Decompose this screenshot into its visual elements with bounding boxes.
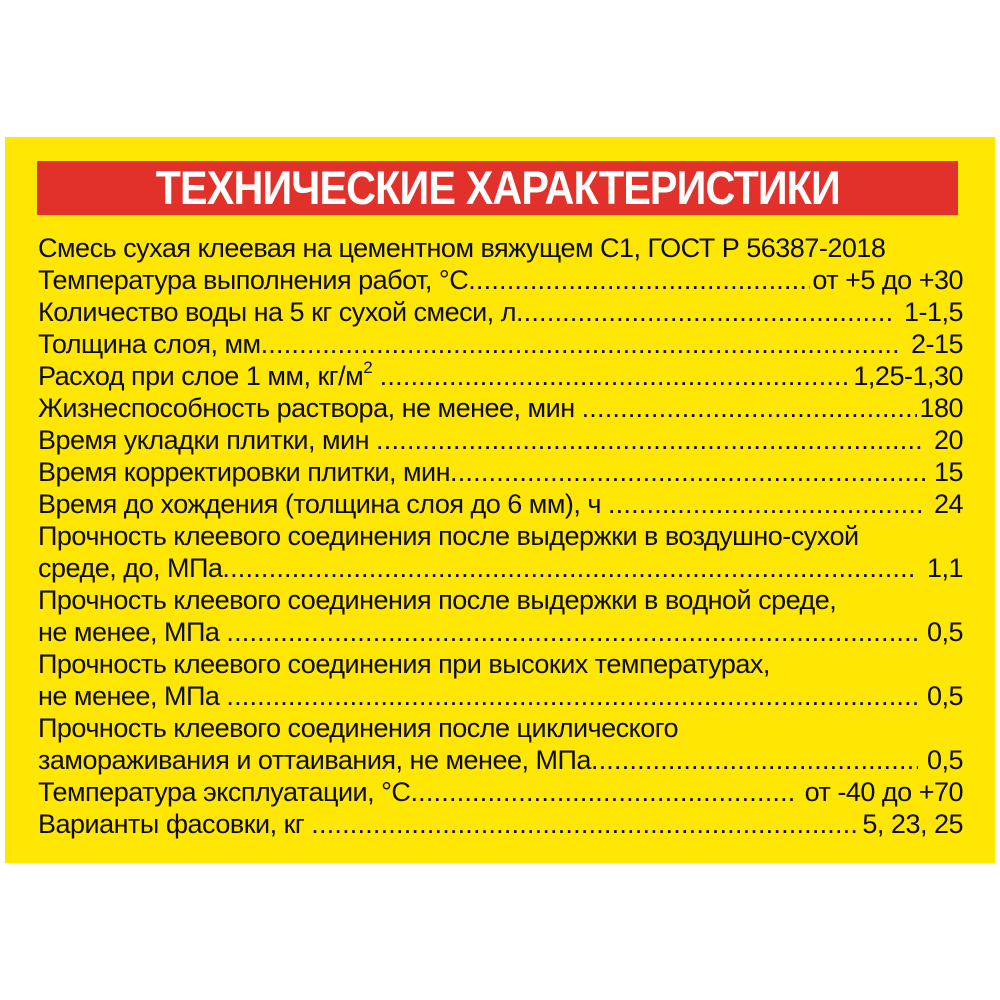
spec-row-pot-life — [38, 392, 963, 424]
spec-value: 0,5 — [919, 681, 963, 711]
spec-value: от +5 до +30 — [812, 265, 963, 295]
spec-label: Прочность клеевого соединения после выдержки в водной среде, — [38, 585, 837, 615]
spec-label: Прочность клеевого соединения при высоких температурах, — [38, 649, 770, 679]
spec-value: 5, 23, 25 — [862, 809, 963, 839]
spec-label: Прочность клеевого соединения после циклического — [38, 713, 679, 743]
dot-leader — [222, 552, 918, 584]
spec-row-layer-thickness — [38, 328, 963, 360]
spec-row-strength-freeze-line2 — [38, 744, 963, 776]
spec-value: 20 — [926, 425, 963, 455]
spec-row-strength-heat-line2 — [38, 680, 963, 712]
spec-row-strength-dry-line1 — [38, 520, 963, 552]
spec-row-strength-heat-line1 — [38, 648, 963, 680]
dot-leader — [261, 328, 902, 360]
spec-value: 1,1 — [919, 553, 963, 583]
spec-label: Температура эксплуатации, °С — [38, 777, 411, 807]
dot-leader — [410, 776, 795, 808]
header-banner — [37, 161, 958, 215]
spec-label: Жизнеспособность раствора, не менее, мин — [38, 393, 582, 423]
dot-leader — [608, 488, 925, 520]
spec-label: Смесь сухая клеевая на цементном вяжущем С1, ГОСТ Р 56387-2018 — [38, 233, 886, 263]
spec-value: 1,25-1,30 — [853, 361, 963, 391]
spec-label: Толщина слоя, мм — [38, 329, 261, 359]
spec-label: Расход при слое 1 мм, кг/м — [38, 361, 364, 391]
page-title: ТЕХНИЧЕСКИЕ ХАРАКТЕРИСТИКИ — [155, 160, 840, 214]
dot-leader — [226, 616, 918, 648]
spec-row-strength-water-line2 — [38, 616, 963, 648]
spec-value: от -40 до +70 — [797, 777, 963, 807]
spec-row-walkable-time — [38, 488, 963, 520]
superscript: 2 — [363, 360, 373, 377]
spec-value: 15 — [926, 457, 963, 487]
spec-row-water-amount — [38, 296, 963, 328]
spec-label: Время до хождения (толщина слоя до 6 мм), ч — [38, 489, 608, 519]
spec-row-tiling-time — [38, 424, 963, 456]
spec-label: не менее, МПа — [38, 681, 227, 711]
spec-row-strength-freeze-line1 — [38, 712, 963, 744]
dot-leader — [380, 360, 852, 392]
spec-label: Время корректировки плитки, мин — [38, 457, 451, 487]
spec-row-adjust-time — [38, 456, 963, 488]
spec-row-work-temperature — [38, 264, 963, 296]
spec-value: 24 — [926, 489, 963, 519]
spec-row-strength-water-line1 — [38, 584, 963, 616]
dot-leader — [582, 392, 918, 424]
dot-leader — [450, 456, 925, 488]
dot-leader — [468, 264, 810, 296]
spec-label: Варианты фасовки, кг — [38, 809, 312, 839]
spec-row-intro — [38, 232, 963, 264]
spec-value: 0,5 — [919, 745, 963, 775]
spec-card — [5, 137, 995, 863]
spec-label: Температура выполнения работ, °С — [38, 265, 469, 295]
spec-label: Время укладки плитки, мин — [38, 425, 377, 455]
spec-row-service-temperature — [38, 776, 963, 808]
dot-leader — [376, 424, 925, 456]
spec-value: 1-1,5 — [896, 297, 963, 327]
spec-list — [38, 232, 963, 840]
spec-label: среде, до, МПа — [38, 553, 223, 583]
spec-value: 0,5 — [919, 617, 963, 647]
spec-label: Количество воды на 5 кг сухой смеси, л — [38, 297, 516, 327]
spec-row-strength-dry-line2 — [38, 552, 963, 584]
spacer — [373, 360, 380, 392]
dot-leader — [591, 744, 918, 776]
dot-leader — [516, 296, 895, 328]
dot-leader — [311, 808, 860, 840]
spec-value: 2-15 — [903, 329, 963, 359]
spec-row-consumption — [38, 360, 963, 392]
spec-label: замораживания и оттаивания, не менее, МПа — [38, 745, 591, 775]
dot-leader — [226, 680, 918, 712]
spec-label: Прочность клеевого соединения после выдержки в воздушно-сухой — [38, 521, 859, 551]
spec-label: не менее, МПа — [38, 617, 227, 647]
spec-value: 180 — [919, 393, 963, 423]
spec-row-package-sizes — [38, 808, 963, 840]
